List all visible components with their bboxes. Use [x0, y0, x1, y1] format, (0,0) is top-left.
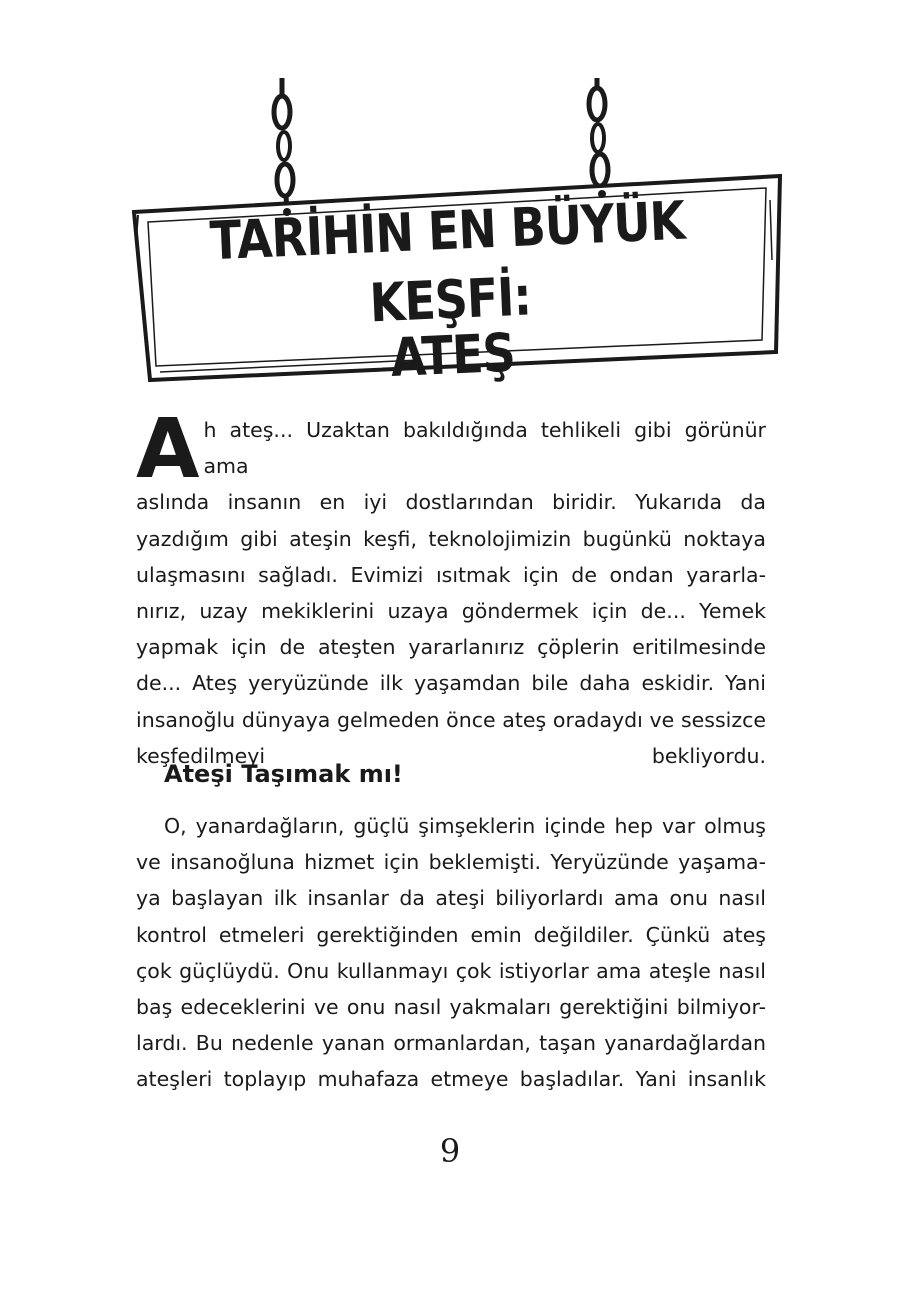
paragraph-line: çok güçlüydü. Onu kullanmayı çok istiyorlar ama ateşle nasıl	[136, 958, 766, 983]
paragraph-line: ateşleri toplayıp muhafaza etmeye başladılar. Yani insanlık	[136, 1067, 766, 1092]
page-number: 9	[439, 1132, 461, 1170]
paragraph-line: kontrol etmeleri gerektiğinden emin değildiler. Çünkü ateş	[136, 922, 766, 947]
section-paragraph	[136, 808, 766, 1098]
paragraph-line: yazdığım gibi ateşin keşfi, teknolojimizin bugünkü noktaya	[136, 526, 766, 551]
paragraph-line: baş edeceklerini ve onu nasıl yakmaları gerektiğini bilmiyor-	[136, 995, 766, 1020]
left-chain-icon	[274, 78, 293, 212]
paragraph-line: ve insanoğluna hizmet için beklemişti. Yeryüzünde yaşama-	[136, 850, 766, 875]
paragraph-line: keşfedilmeyi bekliyordu.	[136, 743, 766, 768]
drop-cap: A	[136, 402, 200, 497]
sign-title-line-2: ATEŞ	[389, 321, 516, 389]
section-heading: Ateşi Taşımak mı!	[164, 760, 403, 788]
paragraph-line: yapmak için de ateşten yararlanırız çöplerin eritilmesinde	[136, 635, 766, 660]
paragraph-line: lardı. Bu nedenle yanan ormanlardan, taşan yanardağlardan	[136, 1031, 766, 1056]
paragraph-line: ulaşmasını sağladı. Evimizi ısıtmak için de ondan yararla-	[136, 562, 766, 587]
intro-paragraph	[136, 402, 766, 774]
paragraph-line: nırız, uzay mekiklerini uzaya göndermek için de... Yemek	[136, 599, 766, 624]
paragraph-line: ya başlayan ilk insanlar da ateşi biliyorlardı ama onu nasıl	[136, 886, 766, 911]
paragraph-line: de... Ateş yeryüzünde ilk yaşamdan bile daha eskidir. Yani	[136, 671, 766, 696]
right-chain-icon	[589, 78, 608, 196]
hanging-sign	[0, 0, 900, 400]
sign-title	[146, 189, 753, 398]
paragraph-line: O, yanardağların, güçlü şimşeklerin içinde hep var olmuş	[164, 814, 766, 838]
paragraph-line: insanoğlu dünyaya gelmeden önce ateş oradaydı ve sessizce	[136, 707, 766, 732]
paragraph-line: aslında insanın en iyi dostlarından biridir. Yukarıda da	[136, 490, 766, 515]
paragraph-line: h ateş... Uzaktan bakıldığında tehlikeli gibi görünür ama	[203, 418, 766, 479]
sign-title-line-1: TARİHİN EN BÜYÜK KEŞFİ:	[208, 189, 686, 335]
